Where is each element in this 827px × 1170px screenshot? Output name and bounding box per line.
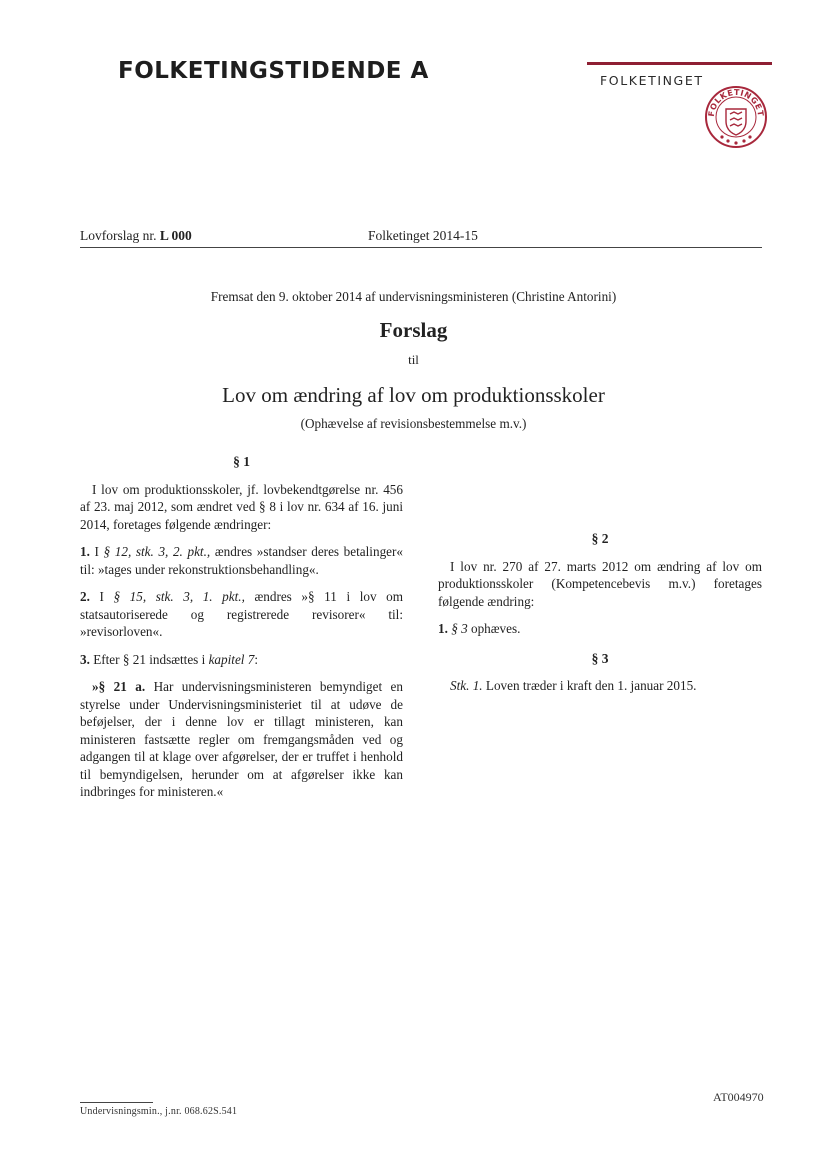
section-3-heading: § 3 (591, 650, 609, 666)
section-2-heading: § 2 (591, 531, 609, 546)
right-column (438, 530, 762, 695)
section-1-heading: § 1 (233, 454, 250, 469)
document-code: AT004970 (713, 1090, 764, 1104)
section-1-intro: I lov om produktionsskoler, jf. lovbekendtgørelse nr. 456 af 23. maj 2012, som ændret ved § 8 i lov nr. 634 af 16. juni 2014, foretages følgende ændringer: (80, 481, 403, 532)
section-2-item-1: 1. § 3 ophæves. (438, 621, 521, 636)
session: Folketinget 2014-15 (368, 228, 478, 243)
journal-number: Undervisningsmin., j.nr. 068.62S.541 (80, 1106, 238, 1117)
svg-text:FOLKETINGET: FOLKETINGET (706, 87, 766, 118)
section-2-intro: I lov nr. 270 af 27. marts 2012 om ændring af lov om produktionsskoler (Kompetencebevis m.v.) foretages følgende ændring: (438, 558, 762, 609)
section-1-item-1: 1. I § 12, stk. 3, 2. pkt., ændres »standser deres betalinger« til: »tages under rekonstruktionsbehandling«. (80, 544, 403, 577)
bill-number: Lovforslag nr. L 000 (80, 228, 192, 243)
section-1-item-2: 2. I § 15, stk. 3, 1. pkt., ændres »§ 11 i lov om statsautoriserede og registrerede revisorer« til: »revisorloven«. (80, 589, 403, 639)
folketinget-seal-icon (704, 85, 768, 149)
left-column (80, 453, 403, 801)
section-1-item-3: 3. Efter § 21 indsættes i kapitel 7: (80, 651, 259, 667)
section-21a-paragraph: »§ 21 a. Har undervisningsministeren bemyndiget en styrelse under Undervisningsministeriet til at udøve de beføjelser, der i denne lov er tillagt ministeren, kan ministeren fastsætte regler om fremgangsmåden ved og adgangen til at klage over afgørelser, der er truffet i henhold til bemyndigelsen, herunder om at afgørelser ikke kan indbringes for ministeren.« (80, 679, 404, 799)
masthead-title: FOLKETINGSTIDENDE A (118, 58, 429, 84)
footnote-rule (80, 1102, 153, 1103)
brand-name: FOLKETINGET (600, 73, 704, 88)
til-label: til (408, 352, 419, 367)
header-rule (80, 247, 762, 248)
brand-rule (587, 62, 772, 65)
section-3-text: Stk. 1. Loven træder i kraft den 1. januar 2015. (450, 678, 697, 693)
bill-heading: Forslag (379, 318, 448, 342)
presented-line: Fremsat den 9. oktober 2014 af undervisningsministeren (Christine Antorini) (210, 289, 617, 304)
law-subtitle: (Ophævelse af revisionsbestemmelse m.v.) (300, 416, 527, 431)
law-title: Lov om ændring af lov om produktionsskoler (222, 383, 605, 407)
